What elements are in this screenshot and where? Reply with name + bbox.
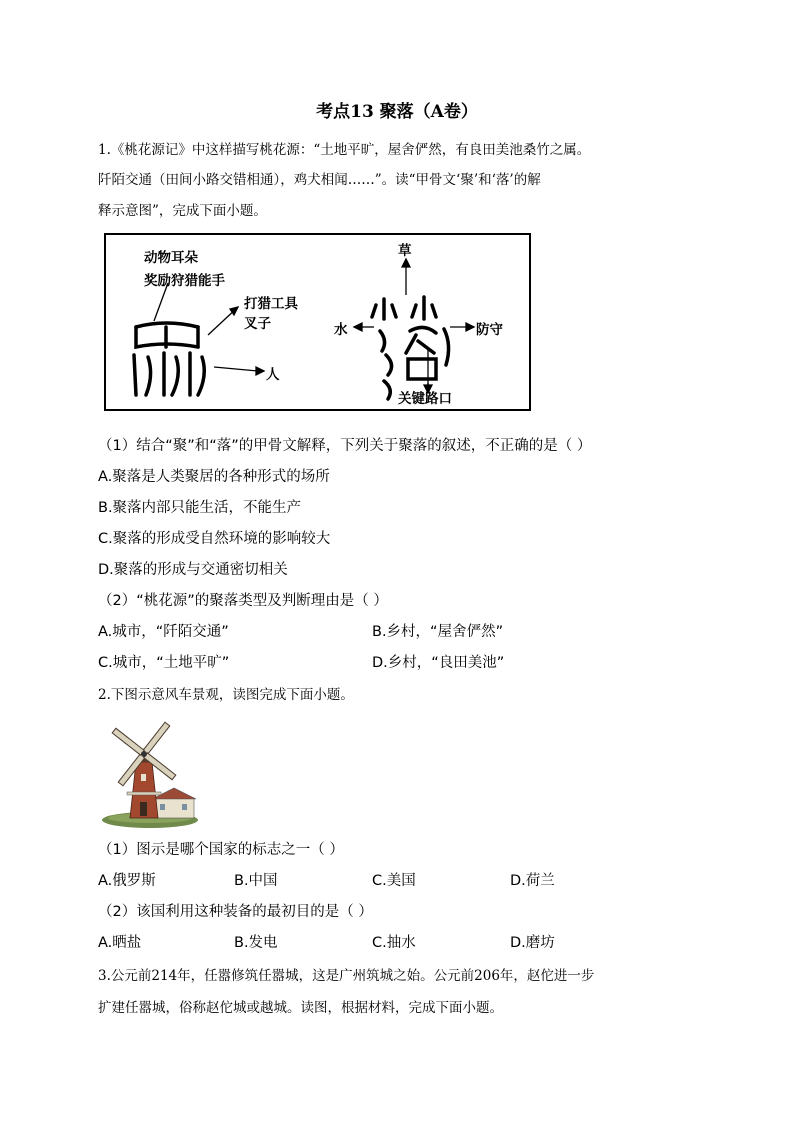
ju-glyph bbox=[134, 323, 204, 395]
q2-sub1-option-b: B.中国 bbox=[234, 873, 278, 889]
oracle-bone-figure bbox=[104, 233, 531, 411]
q1-sub1-option-b: B.聚落内部只能生活，不能生产 bbox=[98, 500, 302, 516]
q2-intro: 2.下图示意风车景观，读图完成下面小题。 bbox=[98, 687, 354, 703]
label-fork: 叉子 bbox=[244, 316, 271, 332]
q1-sub1-option-d: D.聚落的形成与交通密切相关 bbox=[98, 562, 288, 578]
label-reward-hunter: 奖励狩猎能手 bbox=[144, 273, 225, 289]
label-grass: 草 bbox=[398, 243, 412, 259]
label-animal-ear: 动物耳朵 bbox=[144, 250, 198, 266]
windmill-image bbox=[100, 714, 200, 829]
luo-arrows bbox=[354, 259, 474, 393]
q1-sub1-option-a: A.聚落是人类聚居的各种形式的场所 bbox=[98, 469, 330, 485]
page-title: 考点13 聚落（A卷） bbox=[316, 102, 478, 122]
q1-sub1-stem: （1）结合“聚”和“落”的甲骨文解释，下列关于聚落的叙述，不正确的是（ ） bbox=[98, 438, 592, 454]
q2-sub1-stem: （1）图示是哪个国家的标志之一（ ） bbox=[98, 842, 344, 858]
windmill-drawing bbox=[100, 714, 200, 829]
q2-sub1-option-d: D.荷兰 bbox=[510, 873, 555, 889]
q2-sub2-option-d: D.磨坊 bbox=[510, 935, 555, 951]
q1-sub2-stem: （2）“桃花源”的聚落类型及判断理由是（ ） bbox=[98, 593, 388, 609]
q2-sub1-option-a: A.俄罗斯 bbox=[98, 873, 156, 889]
q1-sub2-option-c: C.城市，“土地平旷” bbox=[98, 655, 230, 671]
q2-sub1-option-c: C.美国 bbox=[372, 873, 416, 889]
q2-sub2-option-c: C.抽水 bbox=[372, 935, 416, 951]
label-person: 人 bbox=[266, 367, 280, 383]
q1-sub2-option-a: A.城市，“阡陌交通” bbox=[98, 624, 229, 640]
label-defense: 防守 bbox=[476, 322, 503, 338]
q1-sub2-option-b: B.乡村，“屋舍俨然” bbox=[372, 624, 504, 640]
q1-sub1-option-c: C.聚落的形成受自然环境的影响较大 bbox=[98, 531, 331, 547]
q3-intro-line2: 扩建任嚣城，俗称赵佗城或越城。读图，根据材料，完成下面小题。 bbox=[98, 1000, 503, 1016]
q3-intro-line1: 3.公元前214年，任嚣修筑任嚣城，这是广州筑城之始。公元前206年，赵佗进一步 bbox=[98, 968, 595, 984]
q2-sub2-option-b: B.发电 bbox=[234, 935, 278, 951]
q2-sub2-option-a: A.晒盐 bbox=[98, 935, 142, 951]
q1-intro-line2: 阡陌交通（田间小路交错相通），鸡犬相闻……”。读“甲骨文‘聚’和‘落’的解 bbox=[98, 172, 541, 188]
q1-sub2-option-d: D.乡村，“良田美池” bbox=[372, 655, 505, 671]
q1-intro-line1: 1.《桃花源记》中这样描写桃花源：“土地平旷，屋舍俨然，有良田美池桑竹之属。 bbox=[98, 142, 591, 158]
q1-intro-line3: 释示意图”，完成下面小题。 bbox=[98, 203, 267, 219]
label-water: 水 bbox=[334, 322, 348, 338]
luo-glyph bbox=[372, 297, 449, 399]
q2-sub2-stem: （2）该国利用这种装备的最初目的是（ ） bbox=[98, 904, 373, 920]
label-key-junction: 关键路口 bbox=[398, 391, 452, 407]
label-hunting-tool: 打猎工具 bbox=[244, 296, 298, 312]
